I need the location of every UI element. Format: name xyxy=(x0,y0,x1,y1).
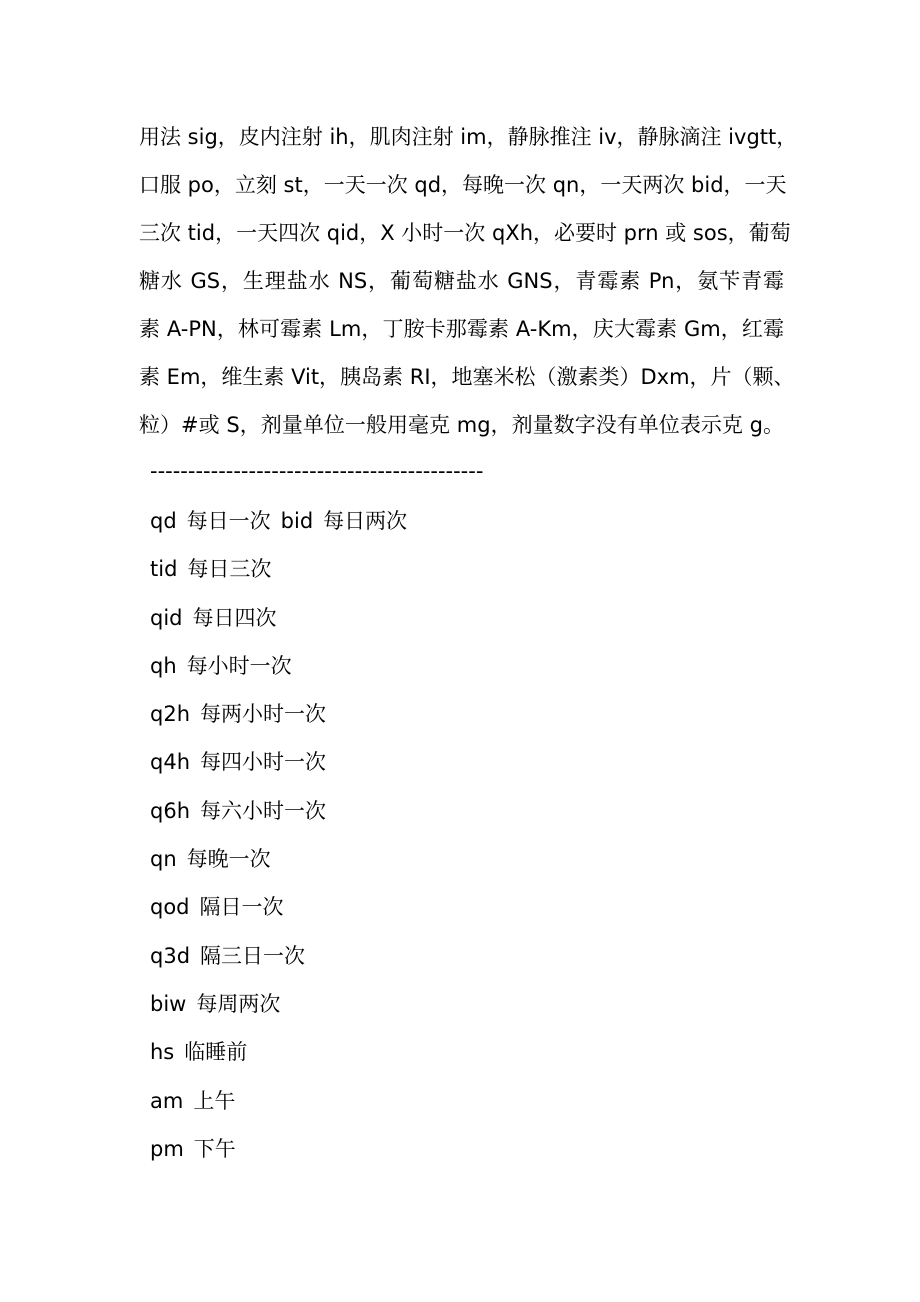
abbreviation-meaning: 临睡前 xyxy=(184,1040,248,1065)
dashed-divider: -------------------------------------------- xyxy=(150,459,484,483)
paragraph-line: 糖水 GS，生理盐水 NS，葡萄糖盐水 GNS，青霉素 Pn，氨苄青霉 xyxy=(139,269,784,293)
list-item xyxy=(150,1136,407,1184)
list-item xyxy=(150,749,407,797)
abbreviation-code: am xyxy=(150,1088,184,1113)
abbreviation-meaning: 每日一次 xyxy=(186,509,271,533)
abbreviation-meaning: 每周两次 xyxy=(196,991,281,1016)
list-item xyxy=(150,605,407,653)
paragraph-line: 三次 tid，一天四次 qid，X 小时一次 qXh，必要时 prn 或 sos，葡萄 xyxy=(139,221,791,245)
list-item xyxy=(150,1039,407,1087)
list-item xyxy=(150,894,407,942)
list-item xyxy=(150,653,407,701)
abbreviation-code: qh xyxy=(150,653,177,678)
abbreviation-meaning: 每六小时一次 xyxy=(200,798,327,823)
abbreviation-meaning: 上午 xyxy=(193,1088,236,1113)
abbreviation-meaning: 每小时一次 xyxy=(186,653,292,678)
abbreviation-meaning: 每两小时一次 xyxy=(200,702,327,727)
abbreviation-code: bid xyxy=(280,509,314,533)
list-item xyxy=(150,991,407,1039)
paragraph-line: 素 A-PN，林可霉素 Lm，丁胺卡那霉素 A-Km，庆大霉素 Gm，红霉 xyxy=(139,317,784,341)
abbreviation-code: qod xyxy=(150,895,190,920)
abbreviation-code: pm xyxy=(150,1136,184,1161)
abbreviation-code: q6h xyxy=(150,798,191,823)
abbreviation-meaning: 每晚一次 xyxy=(186,847,271,872)
abbreviation-meaning: 隔日一次 xyxy=(199,895,284,920)
abbreviation-list xyxy=(150,508,407,1184)
paragraph-line: 用法 sig，皮内注射 ih，肌肉注射 im，静脉推注 iv，静脉滴注 ivgtt， xyxy=(139,125,798,149)
paragraph-line: 粒）#或 S，剂量单位一般用毫克 mg，剂量数字没有单位表示克 g。 xyxy=(139,413,784,437)
abbreviation-meaning: 每日三次 xyxy=(187,557,272,582)
list-item xyxy=(150,798,407,846)
list-item xyxy=(150,701,407,749)
list-item xyxy=(150,1088,407,1136)
list-item xyxy=(150,556,407,604)
abbreviation-code: qid xyxy=(150,605,183,630)
abbreviation-code: qn xyxy=(150,847,177,872)
abbreviation-code: q4h xyxy=(150,750,191,775)
list-item xyxy=(150,508,407,556)
abbreviation-meaning: 每日两次 xyxy=(323,509,408,533)
list-item xyxy=(150,846,407,894)
paragraph-line: 素 Em，维生素 Vit，胰岛素 RI，地塞米松（激素类）Dxm，片（颗、 xyxy=(139,365,795,389)
abbreviation-meaning: 下午 xyxy=(193,1136,236,1161)
abbreviation-code: q3d xyxy=(150,943,191,968)
abbreviation-code: hs xyxy=(150,1040,175,1065)
abbreviation-code: qd xyxy=(150,509,177,533)
abbreviation-code: tid xyxy=(150,557,178,582)
list-item xyxy=(150,943,407,991)
abbreviation-code: q2h xyxy=(150,702,191,727)
paragraph-line: 口服 po，立刻 st，一天一次 qd，每晚一次 qn，一天两次 bid，一天 xyxy=(139,173,787,197)
abbreviation-meaning: 每日四次 xyxy=(192,605,277,630)
abbreviation-meaning: 隔三日一次 xyxy=(200,943,306,968)
abbreviation-meaning: 每四小时一次 xyxy=(200,750,327,775)
abbreviation-code: biw xyxy=(150,991,187,1016)
